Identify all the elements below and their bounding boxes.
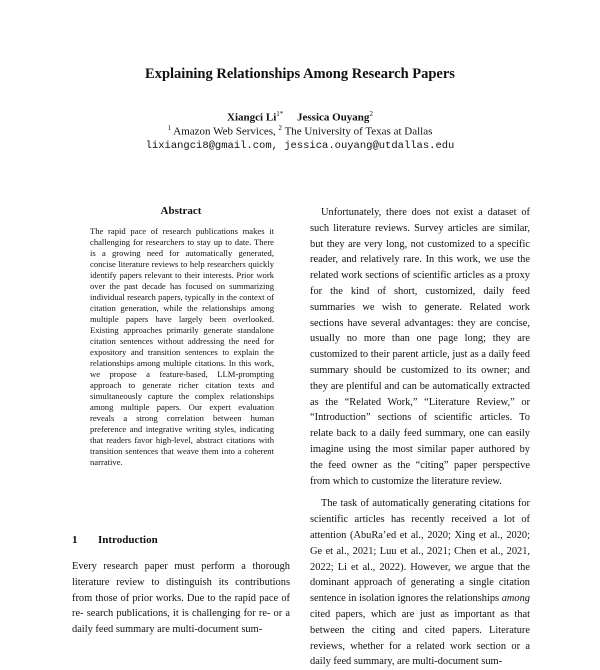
section-title: Introduction: [98, 534, 158, 546]
paragraph-text: cited papers, which are just as important as that between the citing and cited papers. Literature reviews, whether for a related work section or a daily feed summary, are multi-document sum-: [310, 608, 530, 668]
affiliation-line: [0, 124, 600, 138]
author-emails: lixiangci8@gmail.com, jessica.ouyang@utdallas.edu: [145, 140, 455, 152]
author-line: [0, 110, 600, 124]
paragraph-text: The task of automatically generating citations for scientific articles has recently received a lot of attention (AbuRa’ed et al., 2020; Xing et al., 2020; Ge et al., 2021; Luu et al., 2021; Chen et al., 2021, 2022; Li et al., 2022). However, we argue that the dominant approach of generating a single citation sentence in isolation ignores the relationships: [310, 498, 530, 605]
paper-title: Explaining Relationships Among Research Papers: [145, 66, 455, 82]
affiliation-marker: 2: [278, 124, 282, 132]
affiliation: Amazon Web Services,: [173, 125, 276, 138]
section-number: 1: [72, 534, 78, 546]
introduction-body: Every research paper must perform a thorough literature review to distinguish its contributions from those of prior works. Due to the rapid pace of re- search publications, it is challenging for re- or a daily feed summary are multi-document sum-: [72, 561, 290, 636]
author-marker: 2: [369, 110, 373, 118]
emphasis-text: among: [501, 593, 530, 605]
abstract-body: The rapid pace of research publications makes it challenging for researchers to stay up to date. There is a growing need for automatically generated, concise literature reviews to help researchers quickly identify papers relevant to their interests. Prior work over the past decade has focused on summarizing individual research papers, typically in the context of citation generation, while the relationships among multiple papers have largely been overlooked. Existing approaches primarily generate standalone citation sentences without addressing the need for expository and transition sentences to explain the relationships among multiple citations. In this work, we propose a feature-based, LLM-prompting approach to generate richer citation texts and simultaneously capture the complex relationships among multiple papers. Our expert evaluation reveals a strong correlation between human preference and integrative writing styles, indicating that readers favor high-level, abstract citations with transition sentences that weave them into a coherent narrative.: [90, 226, 274, 467]
paragraph: [310, 496, 530, 670]
paragraph: Unfortunately, there does not exist a dataset of such literature reviews. Survey articles are similar, but they are very long, not customized to a specific reader, and relatively rare. In this work, we use the related work sections of scientific articles as a proxy for the kind of short, customized, daily feed summaries we wish to generate. Related work sections have several advantages: they are concise, usually no more than one page long; they are customized to their parent article, just as a daily feed summary should be customized to its owner; and they are plentiful and can be automatically extracted as the “Related Work,” “Literature Review,” or “Introduction” sections of scientific articles. To relate back to a daily feed summary, one can easily imagine using the most similar paper authored by the feed owner as the “citing” paper perspective from which to customize the literature review.: [310, 207, 530, 487]
author-name: Jessica Ouyang: [297, 111, 370, 124]
abstract-heading: Abstract: [160, 205, 202, 217]
affiliation-marker: 1: [167, 124, 172, 132]
author-name: Xiangci Li: [227, 111, 277, 124]
affiliation: The University of Texas at Dallas: [284, 125, 433, 138]
author-marker: 1*: [276, 110, 284, 118]
section-heading: [72, 534, 158, 546]
right-column: [310, 205, 530, 670]
